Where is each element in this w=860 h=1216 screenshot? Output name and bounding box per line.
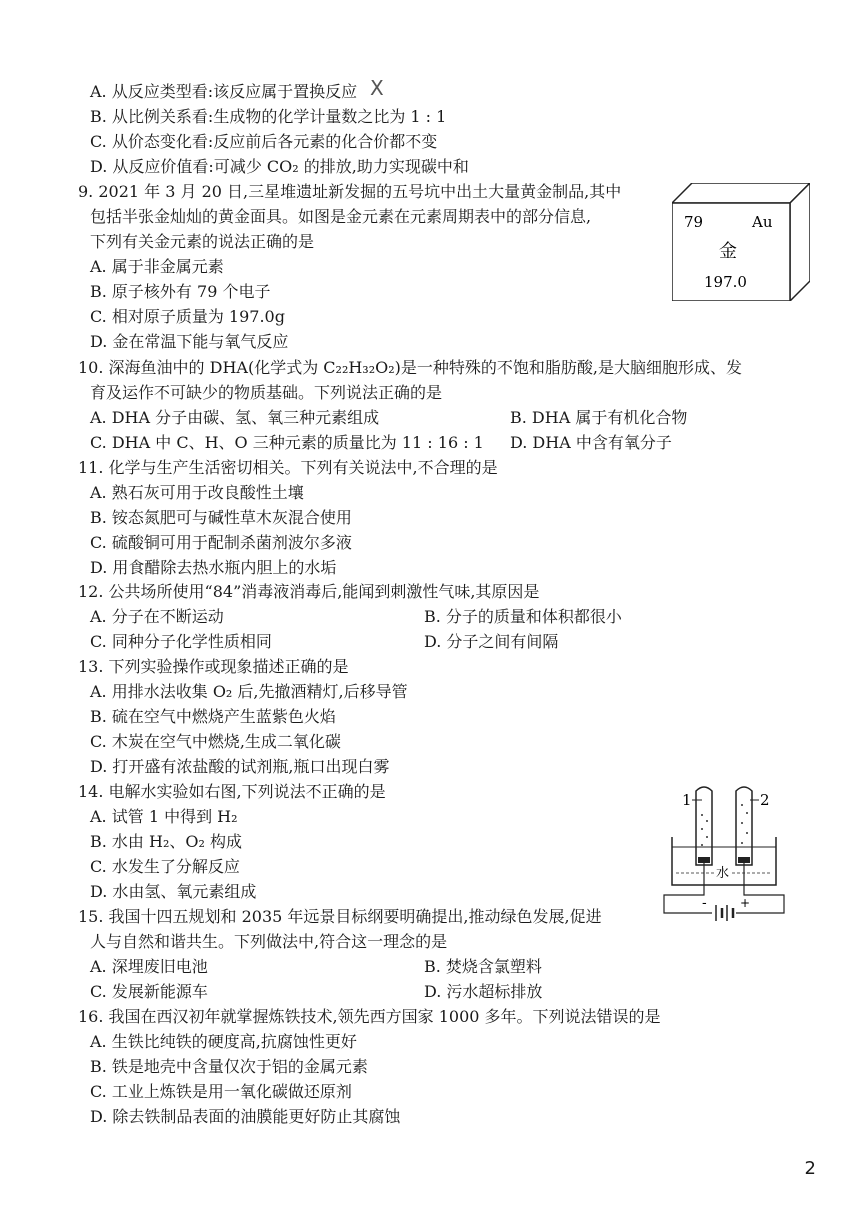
page-number: 2 bbox=[804, 1158, 816, 1179]
q12-stem: 12. 公共场所使用“84”消毒液消毒后,能闻到刺激性气味,其原因是 bbox=[78, 582, 540, 601]
q14-option-d: D. 水由氢、氧元素组成 bbox=[90, 882, 257, 901]
q10-option-d: D. DHA 中含有氧分子 bbox=[510, 433, 672, 452]
q14-option-a: A. 试管 1 中得到 H₂ bbox=[90, 807, 238, 826]
q16-option-a: A. 生铁比纯铁的硬度高,抗腐蚀性更好 bbox=[90, 1032, 357, 1051]
q9-option-c: C. 相对原子质量为 197.0g bbox=[90, 307, 285, 326]
q8-option-a: A. 从反应类型看:该反应属于置换反应 bbox=[90, 82, 358, 101]
q16-stem: 16. 我国在西汉初年就掌握炼铁技术,领先西方国家 1000 多年。下列说法错误的是 bbox=[78, 1007, 661, 1026]
q11-option-d: D. 用食醋除去热水瓶内胆上的水垢 bbox=[90, 558, 337, 577]
q10-option-b: B. DHA 属于有机化合物 bbox=[510, 408, 688, 427]
water-label: 水 bbox=[716, 866, 730, 881]
q11-option-b: B. 铵态氮肥可与碱性草木灰混合使用 bbox=[90, 508, 352, 527]
q9-stem-line-2: 包括半张金灿灿的黄金面具。如图是金元素在元素周期表中的部分信息, bbox=[90, 207, 592, 226]
q16-option-c: C. 工业上炼铁是用一氧化碳做还原剂 bbox=[90, 1082, 352, 1101]
element-name: 金 bbox=[719, 241, 737, 262]
q9-option-b: B. 原子核外有 79 个电子 bbox=[90, 282, 271, 301]
q10-option-a: A. DHA 分子由碳、氢、氧三种元素组成 bbox=[90, 408, 380, 427]
q13-option-d: D. 打开盛有浓盐酸的试剂瓶,瓶口出现白雾 bbox=[90, 757, 390, 776]
q16-option-d: D. 除去铁制品表面的油膜能更好防止其腐蚀 bbox=[90, 1107, 401, 1126]
q13-stem: 13. 下列实验操作或现象描述正确的是 bbox=[78, 657, 349, 676]
element-atomic-mass: 197.0 bbox=[704, 273, 747, 291]
q11-stem: 11. 化学与生产生活密切相关。下列有关说法中,不合理的是 bbox=[78, 458, 498, 477]
element-symbol: Au bbox=[752, 213, 773, 231]
gold-element-tile bbox=[672, 183, 810, 301]
q12-option-d: D. 分子之间有间隔 bbox=[424, 632, 559, 651]
q9-stem-line-3: 下列有关金元素的说法正确的是 bbox=[90, 232, 315, 251]
electrolysis-drawing bbox=[660, 785, 790, 925]
q8-option-b: B. 从比例关系看:生成物的化学计量数之比为 1 : 1 bbox=[90, 107, 447, 126]
q9-option-d: D. 金在常温下能与氧气反应 bbox=[90, 332, 289, 351]
q15-option-c: C. 发展新能源车 bbox=[90, 982, 208, 1001]
handwritten-cross-mark: X bbox=[370, 76, 384, 100]
q10-stem-line-2: 育及运作不可缺少的物质基础。下列说法正确的是 bbox=[90, 383, 443, 402]
q8-option-d: D. 从反应价值看:可减少 CO₂ 的排放,助力实现碳中和 bbox=[90, 157, 469, 176]
q14-option-c: C. 水发生了分解反应 bbox=[90, 857, 240, 876]
element-atomic-number: 79 bbox=[684, 213, 704, 231]
q14-option-b: B. 水由 H₂、O₂ 构成 bbox=[90, 832, 243, 851]
tube-1-label: 1 bbox=[682, 791, 692, 809]
battery-plus: + bbox=[740, 896, 751, 910]
q12-option-b: B. 分子的质量和体积都很小 bbox=[424, 607, 622, 626]
q9-option-a: A. 属于非金属元素 bbox=[90, 257, 224, 276]
q13-option-c: C. 木炭在空气中燃烧,生成二氧化碳 bbox=[90, 732, 341, 751]
q13-option-b: B. 硫在空气中燃烧产生蓝紫色火焰 bbox=[90, 707, 336, 726]
battery-minus: - bbox=[702, 896, 707, 911]
q12-option-a: A. 分子在不断运动 bbox=[90, 607, 224, 626]
q13-option-a: A. 用排水法收集 O₂ 后,先撤酒精灯,后移导管 bbox=[90, 682, 408, 701]
q15-option-d: D. 污水超标排放 bbox=[424, 982, 543, 1001]
q10-stem-line-1: 10. 深海鱼油中的 DHA(化学式为 C₂₂H₃₂O₂)是一种特殊的不饱和脂肪酸,是大脑细胞形成、发 bbox=[78, 358, 742, 377]
element-tile-drawing bbox=[672, 183, 810, 301]
q9-stem-line-1: 9. 2021 年 3 月 20 日,三星堆遗址新发掘的五号坑中出土大量黄金制品,其中 bbox=[78, 182, 622, 201]
q14-stem: 14. 电解水实验如右图,下列说法不正确的是 bbox=[78, 782, 386, 801]
q16-option-b: B. 铁是地壳中含量仅次于铝的金属元素 bbox=[90, 1057, 368, 1076]
q15-stem-line-1: 15. 我国十四五规划和 2035 年远景目标纲要明确提出,推动绿色发展,促进 bbox=[78, 907, 602, 926]
q8-option-c: C. 从价态变化看:反应前后各元素的化合价都不变 bbox=[90, 132, 438, 151]
electrolysis-figure bbox=[660, 785, 790, 925]
q11-option-a: A. 熟石灰可用于改良酸性土壤 bbox=[90, 483, 304, 502]
q15-option-b: B. 焚烧含氯塑料 bbox=[424, 957, 542, 976]
q12-option-c: C. 同种分子化学性质相同 bbox=[90, 632, 272, 651]
q11-option-c: C. 硫酸铜可用于配制杀菌剂波尔多液 bbox=[90, 533, 352, 552]
q15-stem-line-2: 人与自然和谐共生。下列做法中,符合这一理念的是 bbox=[90, 932, 448, 951]
tube-2-label: 2 bbox=[760, 791, 770, 809]
q10-option-c: C. DHA 中 C、H、O 三种元素的质量比为 11 : 16 : 1 bbox=[90, 433, 484, 452]
q15-option-a: A. 深埋废旧电池 bbox=[90, 957, 208, 976]
